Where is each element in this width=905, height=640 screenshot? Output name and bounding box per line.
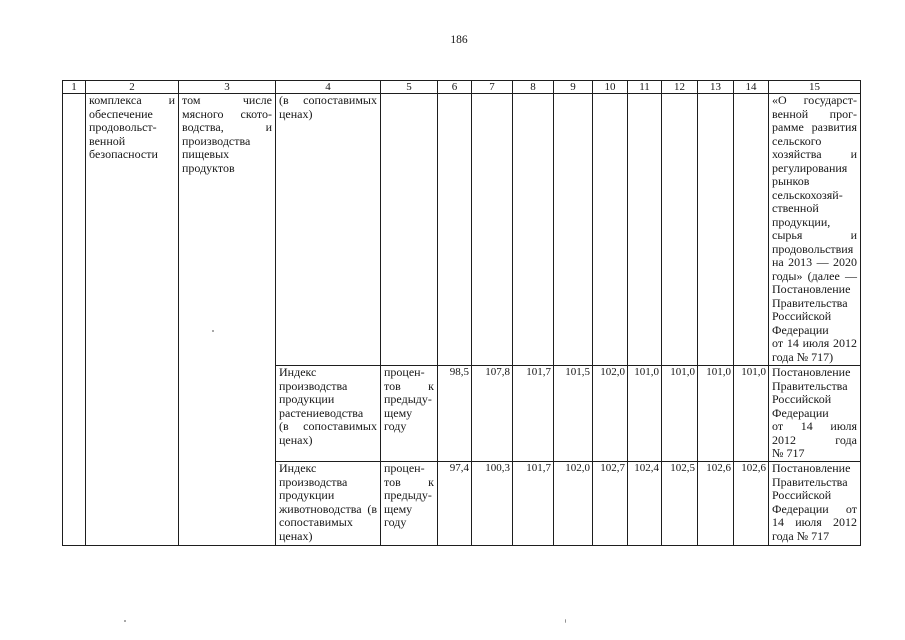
- text-line: Российской: [772, 488, 832, 502]
- text-line: комплекса и: [89, 93, 175, 107]
- text-line: (в сопоставимых: [279, 419, 377, 433]
- value-cell: [628, 94, 662, 366]
- text-line: году: [384, 515, 407, 529]
- unit-cell: [381, 94, 438, 366]
- text-line: Федерации: [772, 405, 829, 420]
- text-line: Правительства: [772, 474, 848, 489]
- text-line: ственной: [772, 201, 819, 215]
- text-line: годы» (далее —: [772, 268, 857, 283]
- text-line: растениеводства: [279, 405, 364, 420]
- text-line: Федерации: [772, 322, 829, 337]
- text-line: животноводства (в: [279, 501, 377, 516]
- value-cell: 102,0: [554, 462, 593, 546]
- header-col-8: 8: [513, 81, 554, 94]
- text-line: года № 717): [772, 349, 834, 364]
- source-cell: [769, 462, 861, 546]
- text-line: ценах): [279, 432, 313, 447]
- scan-speck: [212, 330, 214, 332]
- header-col-9: 9: [554, 81, 593, 94]
- source-cell: [769, 94, 861, 366]
- header-col-1: 1: [63, 81, 86, 94]
- unit-cell: [381, 366, 438, 462]
- text-line: ценах): [279, 106, 313, 121]
- value-cell: [734, 94, 769, 366]
- value-cell: [513, 94, 554, 366]
- value-cell: 98,5: [438, 366, 472, 462]
- header-col-4: 4: [276, 81, 381, 94]
- value-cell: 100,3: [472, 462, 513, 546]
- text-line: производства: [182, 133, 251, 148]
- text-line: процен-: [384, 461, 425, 475]
- header-col-14: 14: [734, 81, 769, 94]
- value-cell: 107,8: [472, 366, 513, 462]
- table-row: [63, 94, 861, 366]
- text-line: мясного ското-: [182, 106, 272, 121]
- subprogram-cell: [179, 94, 276, 546]
- text-line: сельского: [772, 133, 822, 148]
- text-line: производства: [279, 474, 348, 489]
- text-line: щему: [384, 405, 413, 420]
- text-line: продукции: [279, 488, 335, 502]
- text-line: продукции,: [772, 214, 831, 229]
- text-line: венной: [89, 133, 126, 148]
- value-cell: 102,5: [662, 462, 698, 546]
- text-line: венной прог-: [772, 106, 857, 121]
- scan-speck: [565, 619, 566, 623]
- value-cell: 97,4: [438, 462, 472, 546]
- header-col-11: 11: [628, 81, 662, 94]
- header-col-15: 15: [769, 81, 861, 94]
- value-cell: 101,5: [554, 366, 593, 462]
- value-cell: 101,0: [628, 366, 662, 462]
- header-col-2: 2: [86, 81, 179, 94]
- text-line: регулирования: [772, 160, 848, 175]
- program-cell: [86, 94, 179, 546]
- value-cell: 101,0: [698, 366, 734, 462]
- text-line: рамме развития: [772, 120, 857, 134]
- header-col-6: 6: [438, 81, 472, 94]
- text-line: тов к: [384, 378, 434, 393]
- text-line: сельскохозяй-: [772, 187, 843, 202]
- header-col-10: 10: [593, 81, 628, 94]
- text-line: Постановление: [772, 282, 851, 296]
- value-cell: [662, 94, 698, 366]
- text-line: сопоставимых: [279, 515, 353, 529]
- header-col-13: 13: [698, 81, 734, 94]
- text-line: 2012 года: [772, 432, 857, 447]
- text-line: Федерации от: [772, 501, 857, 516]
- value-cell: 101,0: [734, 366, 769, 462]
- indicator-cell: [276, 94, 381, 366]
- source-cell: [769, 366, 861, 462]
- text-line: Индекс: [279, 461, 317, 475]
- header-row: [63, 81, 861, 94]
- text-line: хозяйства и: [772, 147, 857, 161]
- text-line: ценах): [279, 528, 313, 543]
- text-line: предыду-: [384, 392, 432, 406]
- number-cell: [63, 94, 86, 546]
- text-line: году: [384, 419, 407, 433]
- indicator-cell: [276, 462, 381, 546]
- text-line: от 14 июля: [772, 419, 857, 433]
- text-line: пищевых: [182, 147, 230, 161]
- text-line: Российской: [772, 392, 832, 406]
- value-cell: 102,0: [593, 366, 628, 462]
- text-line: № 717: [772, 446, 805, 460]
- value-cell: 101,0: [662, 366, 698, 462]
- text-line: процен-: [384, 365, 425, 379]
- scan-speck: [124, 620, 126, 622]
- text-line: продукции: [279, 392, 335, 406]
- value-cell: 102,7: [593, 462, 628, 546]
- text-line: Постановление: [772, 365, 851, 379]
- value-cell: [472, 94, 513, 366]
- header-col-7: 7: [472, 81, 513, 94]
- page-number: 186: [450, 34, 468, 46]
- text-line: на 2013 — 2020: [772, 255, 857, 269]
- value-cell: [698, 94, 734, 366]
- indicator-cell: [276, 366, 381, 462]
- value-cell: 102,4: [628, 462, 662, 546]
- text-line: том числе: [182, 93, 272, 107]
- text-line: водства, и: [182, 120, 272, 134]
- text-line: Постановление: [772, 461, 851, 475]
- text-line: безопасности: [89, 147, 158, 161]
- text-line: предыду-: [384, 488, 432, 502]
- text-line: продуктов: [182, 160, 235, 175]
- text-line: (в сопоставимых: [279, 93, 377, 107]
- text-line: Правительства: [772, 295, 848, 310]
- text-line: Индекс: [279, 365, 317, 379]
- text-line: тов к: [384, 474, 434, 489]
- text-line: продовольствия: [772, 241, 854, 256]
- value-cell: 102,6: [698, 462, 734, 546]
- text-line: года № 717: [772, 528, 830, 543]
- value-cell: [438, 94, 472, 366]
- value-cell: 102,6: [734, 462, 769, 546]
- header-col-5: 5: [381, 81, 438, 94]
- text-line: щему: [384, 501, 413, 516]
- text-line: Правительства: [772, 378, 848, 393]
- text-line: сырья и: [772, 228, 857, 242]
- text-line: Российской: [772, 309, 832, 323]
- header-col-12: 12: [662, 81, 698, 94]
- value-cell: 101,7: [513, 366, 554, 462]
- text-line: 14 июля 2012: [772, 515, 857, 529]
- text-line: от 14 июля 2012: [772, 336, 857, 350]
- value-cell: [554, 94, 593, 366]
- text-line: рынков: [772, 174, 810, 188]
- text-line: производства: [279, 378, 348, 393]
- value-cell: [593, 94, 628, 366]
- header-col-3: 3: [179, 81, 276, 94]
- data-table: [62, 80, 861, 546]
- value-cell: 101,7: [513, 462, 554, 546]
- text-line: продовольст-: [89, 120, 157, 134]
- text-line: «О государст-: [772, 93, 857, 107]
- unit-cell: [381, 462, 438, 546]
- text-line: обеспечение: [89, 106, 153, 121]
